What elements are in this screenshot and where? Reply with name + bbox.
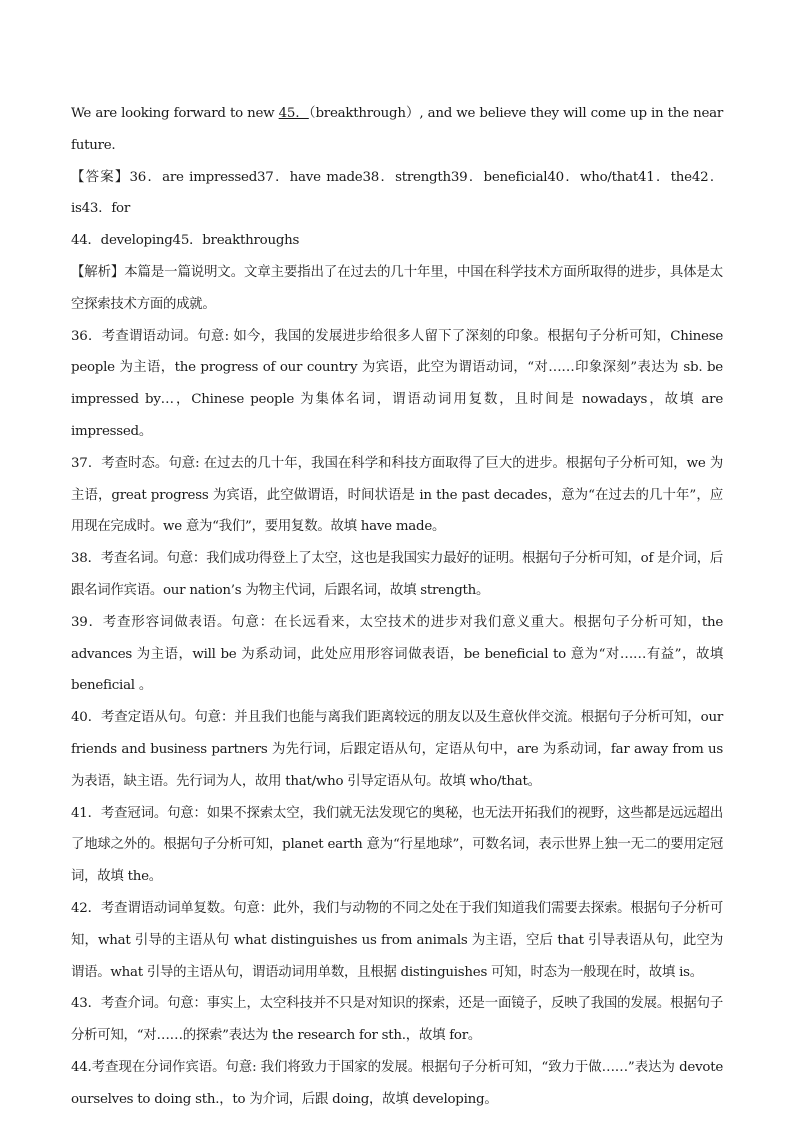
explanation-36-text: 36．考查谓语动词。句意: 如今，我国的发展进步给很多人留下了深刻的印象。根据句子分析可知，Chinese people 为主语，the progress of our country 为宾语，此空为谓语动词，“对……印象深刻”表达为 sb. be impressed by…，Chinese people 为集体名词，谓语动词用复数，且时间是 nowadays，故填 are impressed。 bbox=[71, 328, 723, 439]
answer-key-continued bbox=[71, 225, 723, 257]
blank-45: 45． bbox=[278, 106, 309, 121]
passage-last-sentence bbox=[71, 98, 723, 162]
text-run: （breakthrough）, and we believe they will come up in the near future. bbox=[71, 106, 724, 153]
answer-key bbox=[71, 162, 723, 226]
explanation-43-text: 43．考查介词。句意：事实上，太空科技并不只是对知识的探索，还是一面镜子，反映了我国的发展。根据句子分析可知，“对……的探索”表达为 the research for sth.，故填 for。 bbox=[71, 996, 723, 1044]
explanation-37-text: 37．考查时态。句意: 在过去的几十年，我国在科学和科技方面取得了巨大的进步。根据句子分析可知，we 为主语，great progress 为宾语，此空做谓语，时间状语是 in the past decades，意为“在过去的几十年”，应用现在完成时。we 意为“我们”，要用复数。故填 have made。 bbox=[71, 455, 723, 535]
explanation-40-text: 40．考查定语从句。句意：并且我们也能与离我们距离较远的朋友以及生意伙伴交流。根据句子分析可知，our friends and business partners 为先行词，后跟定语从句，定语从句中，are 为系动词，far away from us 为表语，缺主语。先行词为人，故用 that/who 引导定语从句。故填 who/that。 bbox=[71, 710, 723, 789]
answer-key-line-1: 【答案】36．are impressed37．have made38．strength39．beneficial40．who/that41．the42．is43．for bbox=[71, 169, 723, 217]
explanation-44 bbox=[71, 1052, 723, 1116]
explanation-39 bbox=[71, 607, 723, 702]
analysis-intro bbox=[71, 257, 723, 321]
document-body bbox=[71, 98, 723, 1116]
explanation-36 bbox=[71, 321, 723, 448]
analysis-intro-text: 【解析】本篇是一篇说明文。文章主要指出了在过去的几十年里，中国在科学技术方面所取得的进步，具体是太空探索技术方面的成就。 bbox=[71, 264, 723, 312]
explanation-41 bbox=[71, 798, 723, 893]
explanation-42 bbox=[71, 893, 723, 988]
explanation-38-text: 38．考查名词。句意：我们成功得登上了太空，这也是我国实力最好的证明。根据句子分析可知，of 是介词，后跟名词作宾语。our nation’s 为物主代词，后跟名词，故填 strength。 bbox=[71, 551, 723, 598]
text-run: We are looking forward to new bbox=[71, 106, 279, 121]
explanation-40 bbox=[71, 702, 723, 797]
explanation-37 bbox=[71, 448, 723, 543]
answer-key-line-2: 44．developing45．breakthroughs bbox=[71, 233, 300, 249]
explanation-43 bbox=[71, 988, 723, 1052]
explanation-41-text: 41．考查冠词。句意：如果不探索太空，我们就无法发现它的奥秘，也无法开拓我们的视野，这些都是远远超出了地球之外的。根据句子分析可知，planet earth 意为“行星地球”，可数名词，表示世界上独一无二的要用定冠词，故填 the。 bbox=[71, 805, 723, 885]
explanation-38 bbox=[71, 543, 723, 607]
explanation-39-text: 39．考查形容词做表语。句意：在长远看来，太空技术的进步对我们意义重大。根据句子分析可知，the advances 为主语，will be 为系动词，此处应用形容词做表语，be beneficial to 意为“对……有益”，故填 beneficial 。 bbox=[71, 614, 723, 694]
explanation-42-text: 42．考查谓语动词单复数。句意：此外，我们与动物的不同之处在于我们知道我们需要去探索。根据句子分析可知，what 引导的主语从句 what distinguishes us from animals 为主语，空后 that 引导表语从句，此空为谓语。what 引导的主语从句，谓语动词用单数，且根据 distinguishes 可知，时态为一般现在时，故填 is。 bbox=[71, 900, 723, 980]
explanation-44-text: 44.考查现在分词作宾语。句意: 我们将致力于国家的发展。根据句子分析可知，“致力于做……”表达为 devote ourselves to doing sth.，to 为介词，后跟 doing，故填 developing。 bbox=[71, 1059, 723, 1107]
